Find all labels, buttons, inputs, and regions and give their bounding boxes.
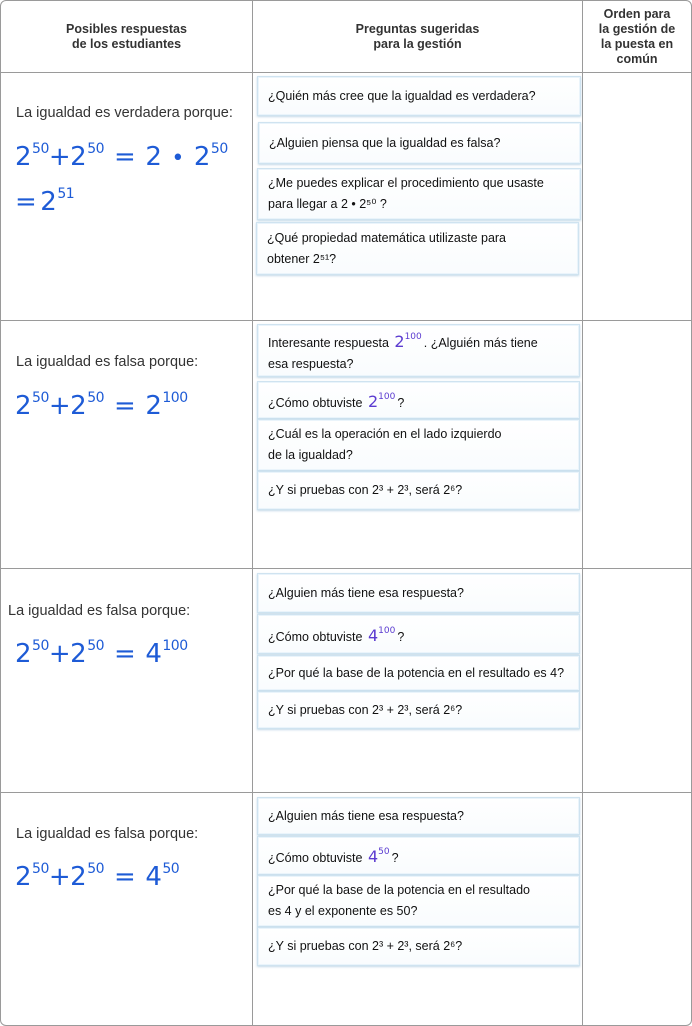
question-card: ¿Cómo obtuviste $4^{50}$ ? [257, 836, 580, 875]
answer-statement: La igualdad es verdadera porque: [16, 105, 233, 121]
header-student-answers: Posibles respuestas de los estudiantes [66, 21, 187, 51]
question-card: ¿Alguien más tiene esa respuesta? [257, 573, 580, 613]
question-card: ¿Y si pruebas con 2³ + 2³, será 2⁶? [257, 927, 580, 966]
answer-statement: La igualdad es falsa porque: [16, 354, 199, 370]
handwritten-inline-power: $2^{100}$ [394, 331, 422, 351]
header-suggested-questions: Preguntas sugeridas para la gestión [355, 21, 480, 51]
row-divider [1, 320, 691, 321]
question-card: ¿Qué propiedad matemática utilizaste para obtener 2⁵¹? [256, 222, 579, 275]
handwritten-inline-power: $2^{100}$ [367, 391, 396, 411]
answer-statement: La igualdad es falsa porque: [8, 603, 191, 619]
question-card: ¿Y si pruebas con 2³ + 2³, será 2⁶? [257, 471, 580, 510]
row-divider [1, 72, 691, 73]
question-card: ¿Y si pruebas con 2³ + 2³, será 2⁶? [257, 691, 580, 729]
header-order: Orden para la gestión de la puesta en común [598, 6, 676, 66]
handwritten-work: $2^{50}+2^{50} = 4^{100}$ [15, 638, 188, 669]
row-divider [1, 792, 691, 793]
question-card: ¿Cómo obtuviste $4^{100}$ ? [257, 614, 580, 654]
question-card: ¿Alguien piensa que la igualdad es falsa? [258, 122, 581, 164]
answer-statement: La igualdad es falsa porque: [16, 826, 199, 842]
question-card: ¿Me puedes explicar el procedimiento que usaste para llegar a 2 • 2⁵⁰ ? [257, 168, 581, 220]
question-card: ¿Cómo obtuviste $2^{100}$ ? [257, 381, 580, 419]
row-divider [1, 568, 691, 569]
handwritten-work: $2^{50}+2^{50} = 2^{100}$ [15, 390, 188, 421]
question-card: ¿Por qué la base de la potencia en el resultado es 4? [257, 655, 580, 691]
handwritten-work: = $2^{51}$ [15, 186, 75, 217]
handwritten-work: $2^{50}+2^{50} = 2$ • $2^{50}$ [15, 141, 228, 172]
handwritten-inline-power: $4^{50}$ [367, 847, 390, 866]
question-card: ¿Alguien más tiene esa respuesta? [257, 797, 580, 835]
question-card: ¿Por qué la base de la potencia en el resultado es 4 y el exponente es 50? [257, 875, 580, 927]
column-divider [582, 1, 583, 1025]
column-divider [252, 1, 253, 1025]
handwritten-work: $2^{50}+2^{50} = 4^{50}$ [15, 861, 180, 892]
question-card: ¿Quién más cree que la igualdad es verdadera? [257, 76, 581, 116]
question-card: Interesante respuesta $2^{100}$ . ¿Alguién más tiene esa respuesta? [257, 324, 580, 377]
handwritten-inline-power: $4^{100}$ [367, 625, 396, 645]
question-card: ¿Cuál es la operación en el lado izquierdo de la igualdad? [257, 419, 580, 471]
